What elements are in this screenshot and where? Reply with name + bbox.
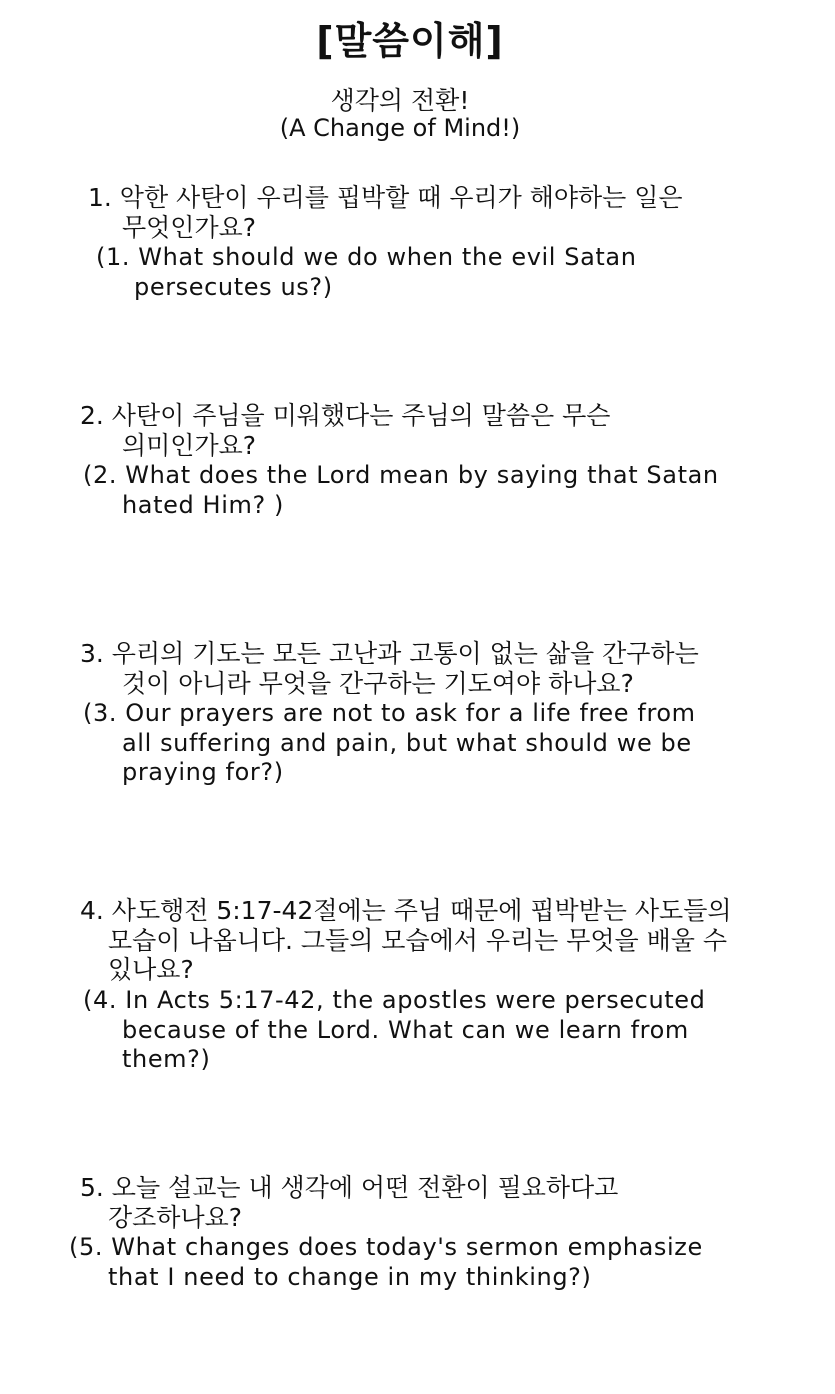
question-3-english-line-1: (3. Our prayers are not to ask for a life free from <box>83 699 696 727</box>
question-4-english <box>83 986 706 1075</box>
question-4-korean-line-3: 있나요? <box>108 955 194 984</box>
subtitle-english: (A Change of Mind!) <box>279 114 521 142</box>
question-1-english <box>96 243 637 302</box>
question-3-english-line-3: praying for?) <box>122 758 284 786</box>
question-4-english-line-3: them?) <box>122 1045 211 1073</box>
question-1-korean <box>88 183 683 242</box>
question-1-korean-line-2: 무엇인가요? <box>122 212 257 242</box>
question-3-korean <box>80 639 699 698</box>
question-1-english-line-1: (1. What should we do when the evil Satan <box>96 243 637 271</box>
question-5-korean-line-1: 5. 오늘 설교는 내 생각에 어떤 전환이 필요하다고 <box>80 1173 619 1202</box>
question-1-korean-line-1: 1. 악한 사탄이 우리를 핍박할 때 우리가 해야하는 일은 <box>88 183 683 212</box>
question-3-korean-line-2: 것이 아니라 무엇을 간구하는 기도여야 하나요? <box>122 668 634 698</box>
question-2-english <box>83 461 719 520</box>
question-2-english-line-2: hated Him? ) <box>122 490 284 519</box>
question-2-korean-line-1: 2. 사탄이 주님을 미워했다는 주님의 말씀은 무슨 <box>80 401 611 430</box>
question-5-korean-line-2: 강조하나요? <box>108 1202 243 1232</box>
question-2-korean <box>80 401 610 460</box>
question-2-korean-line-2: 의미인가요? <box>122 430 257 460</box>
subtitle-korean: 생각의 전환! <box>330 86 470 115</box>
question-5-english-line-1: (5. What changes does today's sermon emphasize <box>69 1233 703 1261</box>
question-3-english-line-2: all suffering and pain, but what should we be <box>122 728 692 757</box>
question-3-korean-line-1: 3. 우리의 기도는 모든 고난과 고통이 없는 삶을 간구하는 <box>80 639 699 668</box>
question-3-english <box>83 699 696 788</box>
question-2-english-line-1: (2. What does the Lord mean by saying that Satan <box>83 461 719 489</box>
question-5-korean <box>80 1173 618 1232</box>
question-1-english-line-2: persecutes us?) <box>134 272 333 301</box>
page-title: [말씀이해] <box>316 19 504 63</box>
question-4-korean-line-2: 모습이 나옵니다. 그들의 모습에서 우리는 무엇을 배울 수 <box>108 925 728 955</box>
question-4-english-line-1: (4. In Acts 5:17-42, the apostles were persecuted <box>83 986 706 1014</box>
question-5-english <box>69 1233 703 1292</box>
question-4-english-line-2: because of the Lord. What can we learn from <box>122 1015 689 1044</box>
question-4-korean-line-1: 4. 사도행전 5:17-42절에는 주님 때문에 핍박받는 사도들의 <box>80 896 732 925</box>
question-5-english-line-2: that I need to change in my thinking?) <box>108 1262 592 1291</box>
question-4-korean <box>80 896 732 985</box>
